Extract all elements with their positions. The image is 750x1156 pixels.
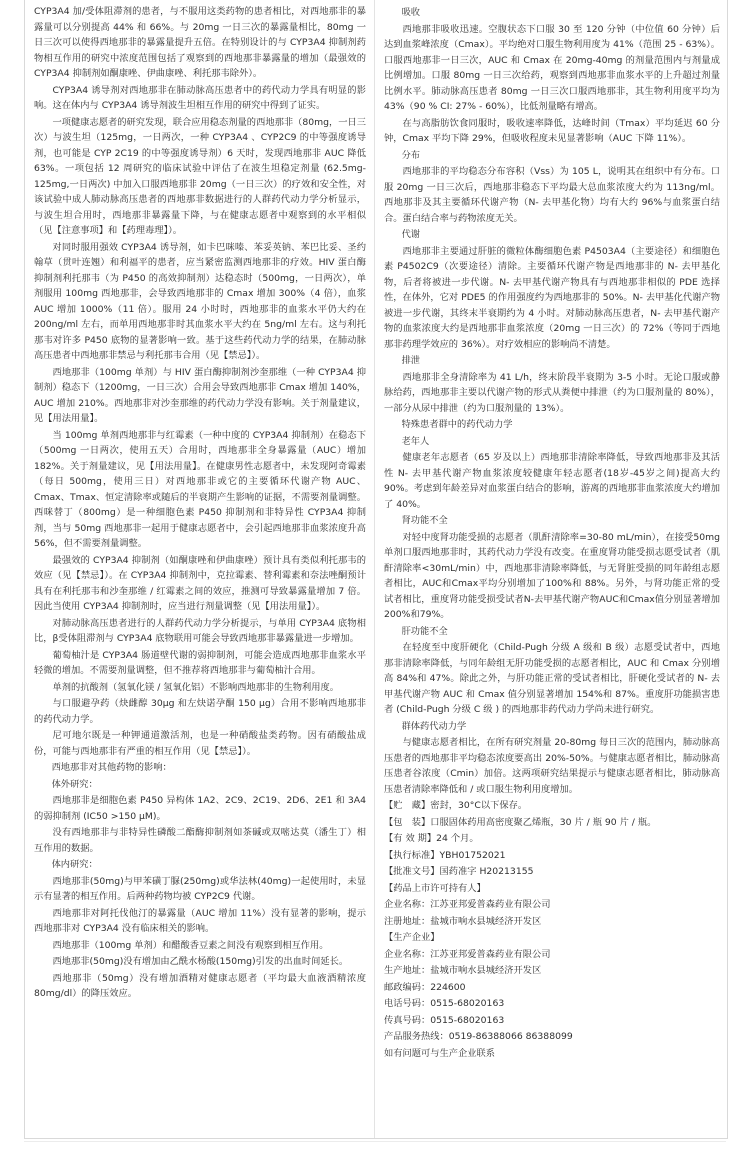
- paragraph: 当 100mg 单剂西地那非与红霉素（一种中度的 CYP3A4 抑制剂）在稳态下（500mg 一日两次，使用五天）合用时，西地那非全身暴露量（AUC）增加 182%。关于剂量建议，见【用法用量】。在健康男性志愿者中，未发现阿奇霉素（每日 500mg，使用三日）对西地那非或它的主要循环代谢产物 AUC、Cmax、Tmax、恒定清除率或随后的半衰期产生影响的证据，不需要剂量调整。西咪替丁（800mg）是一种细胞色素 P450 抑制剂和非特异性 CYP3A4 抑制剂，当与 50mg 西地那非一起用于健康志愿者中，会引起西地那非血浆浓度升高 56%，但不需要剂量调整。: [34, 429, 366, 549]
- right-column: [384, 4, 720, 1062]
- paragraph: CYP3A4 诱导剂对西地那非在肺动脉高压患者中的药代动力学具有明显的影响。这在体内与 CYP3A4 诱导剂波生坦相互作用的研究中得到了证实。: [34, 84, 366, 111]
- paragraph: 与健康志愿者相比，在所有研究剂量 20-80mg 每日三次的范围内，肺动脉高压患者的西地那非平均稳态浓度要高出 20%-50%。与健康志愿者相比，肺动脉高压患者谷浓度（Cmin）加倍。这两项研究结果提示与健康志愿者相比，肺动脉高压患者清除率降低和 / 或口服生物利用度增加。: [384, 737, 720, 795]
- paragraph: 【药品上市许可持有人】: [384, 882, 486, 894]
- bottom-rule: [24, 1141, 726, 1142]
- paragraph: 吸收: [401, 7, 421, 18]
- paragraph: CYP3A4 加/受体阻滞剂的患者，与不服用这类药物的患者相比，对西地那非的暴露量可以分别提高 44% 和 66%。与 20mg 一日三次的暴露量相比，80mg 一日三次可以使得西地那非的暴露量提升五倍。在特别设计的与 CYP3A4 抑制剂药物相互作用的研究中浓度范围包括了观察到的西地那非暴露量的增加（最强效的 CYP3A4 抑制剂如酮康唑、伊曲康唑、利托那韦除外）。: [34, 6, 366, 79]
- paragraph: 西地那非（100mg 单剂）和醋酸香豆素之间没有观察到相互作用。: [52, 939, 329, 951]
- paragraph: 西地那非的平均稳态分布容积（Vss）为 105 L，说明其在组织中有分布。口服 20mg 一日三次后，西地那非稳态下平均最大总血浆浓度大约为 113ng/ml。西地那非及其主要循环代谢产物（N- 去甲基化物）均有大约 96%与血浆蛋白结合。蛋白结合率与药物浓度无关。: [384, 166, 720, 224]
- paragraph: 分布: [401, 149, 421, 161]
- paragraph: 群体药代动力学: [401, 720, 467, 732]
- paragraph: 【有 效 期】24 个月。: [384, 833, 479, 844]
- paragraph: 尼可地尔既是一种钾通道激活剂，也是一种硝酸盐类药物。因有硝酸盐成份，可能与西地那非有严重的相互作用（见【禁忌】）。: [34, 730, 366, 757]
- paragraph: 电话号码：0515-68020163: [384, 998, 505, 1009]
- paragraph: 【生产企业】: [384, 932, 440, 943]
- paragraph: 在轻度至中度肝硬化（Child-Pugh 分级 A 级和 B 级）志愿受试者中，西地那非清除率降低，与同年龄组无肝功能受损的志愿者相比，AUC 和 Cmax 分别增高 84%和 47%。除此之外，与肝功能正常的受试者相比，肝硬化受试者的 N- 去甲基代谢产物 AUC 和 Cmax 值分别显著增加 154%和 87%。重度肝功能损害患者 (Child-Pugh 分级 C 级 ) 的西地那非药代动力学尚未进行研究。: [384, 642, 720, 715]
- paragraph: 传真号码：0515-68020163: [384, 1014, 505, 1026]
- paragraph: 西地那非(50mg)与甲苯磺丁脲(250mg)或华法林(40mg)一起使用时，未显示有显著的相互作用。后两种药物均被 CYP2C9 代谢。: [34, 875, 366, 902]
- paragraph: 肾功能不全: [401, 515, 448, 526]
- paragraph: 一项健康志愿者的研究发现，联合应用稳态剂量的西地那非（80mg，一日三次）与波生坦（125mg，一日两次，一种 CYP3A4 、CYP2C9 的中等强度诱导剂，也可能是 CYP 2C19 的中等强度诱导剂）6 天时，发现西地那非 AUC 降低 63%。一项包括 12 周研究的临床试验中评估了在波生坦稳定剂量 (62.5mg-125mg,一日两次) 中加入口服西地那非 20mg（一日三次）的疗效和安全性，对该试验中成人肺动脉高压患者的西地那非数据进行的人群药代动力学分析显示，与波生坦合用时，西地那非暴露量下降，与在健康志愿者中观察到的水平相似（见【注意事项】和【药理毒理】）。: [34, 116, 366, 236]
- paragraph: 【批准文号】国药准字 H20213155: [384, 866, 534, 877]
- left-column: [34, 4, 366, 1003]
- paragraph: 排泄: [401, 355, 421, 366]
- paragraph: 最强效的 CYP3A4 抑制剂（如酮康唑和伊曲康唑）预计具有类似利托那韦的效应（见【禁忌】）。在 CYP3A4 抑制剂中，克拉霉素、替利霉素和奈法唑酮预计具有在利托那韦和沙奎那维 / 红霉素之间的效应，推测可导致暴露量增加 7 倍。因此当使用 CYP3A4 抑制剂时，应当进行剂量调整（见【用法用量】）。: [34, 554, 366, 612]
- paragraph: 西地那非对阿托伐他汀的暴露量（AUC 增加 11%）没有显著的影响，提示西地那非对 CYP3A4 没有临床相关的影响。: [34, 907, 366, 934]
- paragraph: 健康老年志愿者（65 岁及以上）西地那非清除率降低，导致西地那非及其活性 N- 去甲基代谢产物血浆浓度较健康年轻志愿者(18岁-45岁之间)提高大约 90%。考虑到年龄差异对血浆蛋白结合的影响，游离的西地那非血浆浓度大约增加了 40%。: [384, 452, 720, 510]
- paragraph: 【贮 藏】密封，30°C以下保存。: [384, 800, 528, 811]
- paragraph: 体内研究：: [51, 859, 98, 870]
- paragraph: 【执行标准】YBH01752021: [384, 849, 506, 861]
- paragraph: 葡萄柚汁是 CYP3A4 肠道壁代谢的弱抑制剂，可能会造成西地那非血浆水平轻微的增加。不需要剂量调整，但不推荐将西地那非与葡萄柚汁合用。: [34, 649, 366, 676]
- paragraph: 西地那非（100mg 单剂）与 HIV 蛋白酶抑制剂沙奎那维（一种 CYP3A4 抑制剂）稳态下（1200mg，一日三次）合用会导致西地那非 Cmax 增加 140%，AUC 增加 210%。西地那非对沙奎那维的药代动力学没有影响。关于剂量建议，见【用法用量】。: [34, 366, 366, 424]
- paragraph: 体外研究：: [51, 778, 98, 790]
- paragraph: 西地那非是细胞色素 P450 异构体 1A2、2C9、2C19、2D6、2E1 和 3A4 的弱抑制剂 (IC50 >150 μM)。: [34, 795, 366, 822]
- paragraph: 企业名称：江苏亚邦爱普森药业有限公司: [384, 899, 551, 910]
- paragraph: 西地那非主要通过肝脏的微粒体酶细胞色素 P4503A4（主要途径）和细胞色素 P4502C9（次要途径）清除。主要循环代谢产物是西地那非的 N- 去甲基化物，后者将被进一步代谢。N- 去甲基代谢产物具有与西地那非相似的 PDE 选择性，在体外，它对 PDE5 的作用强度约为西地那非的 50%。N- 去甲基化代谢产物被进一步代谢，其终末半衰期约为 4 小时。对肺动脉高压患者，N- 去甲基代谢产物的血浆浓度大约是西地那非血浆浓度（20mg 一日三次）的 72%（等同于西地那非药理学效应的 36%）。对疗效相应的影响尚不清楚。: [384, 245, 720, 350]
- paragraph: 特殊患者群中的药代动力学: [401, 419, 513, 430]
- paragraph: 如有问题可与生产企业联系: [384, 1047, 495, 1059]
- paragraph: 在与高脂肪饮食同服时，吸收速率降低，达峰时间（Tmax）平均延迟 60 分钟，Cmax 平均下降 29%，但吸收程度未见显著影响（AUC 下降 11%）。: [384, 117, 720, 144]
- paragraph: 对肺动脉高压患者进行的人群药代动力学分析提示，与单用 CYP3A4 底物相比，β受体阻滞剂与 CYP3A4 底物联用可能会导致西地那非暴露量进一步增加。: [34, 617, 366, 644]
- paragraph: 单剂的抗酸剂（氢氧化镁 / 氢氧化铝）不影响西地那非的生物利用度。: [52, 681, 339, 693]
- paragraph: 西地那非（50mg）没有增加酒精对健康志愿者（平均最大血液酒精浓度 80mg/dl）的降压效应。: [34, 972, 366, 999]
- paragraph: 西地那非对其他药物的影响：: [51, 762, 172, 773]
- column-divider: [374, 0, 375, 1138]
- paragraph: 邮政编码：224600: [384, 981, 466, 993]
- paragraph: 注册地址：盐城市响水县城经济开发区: [384, 915, 542, 927]
- paragraph: 对同时服用强效 CYP3A4 诱导剂，如卡巴咪嗪、苯妥英钠、苯巴比妥、圣约翰草（贯叶连翘）和利福平的患者，应当紧密监测西地那非的疗效。HIV 蛋白酶抑制剂利托那韦（为 P450 的高效抑制剂）达稳态时（500mg，一日两次），单剂服用 100mg 西地那非，会导致西地那非的 Cmax 增加 300%（4 倍），血浆 AUC 增加 1000%（11 倍）。服用 24 小时时，西地那非的血浆水平仍大约在 200ng/ml 左右，而单用西地那非时其血浆水平大约在 5ng/ml 左右。这与利托那韦对许多 P450 底物的显著影响一致。基于这些药代动力学的结果，在肺动脉高压患者中西地那非禁忌与利托那韦合用（见【禁忌】）。: [34, 241, 366, 361]
- paragraph: 代谢: [401, 229, 421, 240]
- paragraph: 对轻中度肾功能受损的志愿者（肌酐清除率=30-80 mL/min），在接受50mg单剂口服西地那非时，其药代动力学没有改变。在重度肾功能受损志愿受试者（肌酐清除率<30mL/min）中，西地那非清除率降低，与无肾脏受损的同年龄组志愿者相比，AUC和Cmax平均分别增加了100%和 88%。另外，与肾功能正常的受试者相比，重度肾功能受损受试者N-去甲基代谢产物AUC和Cmax值分别显著增加200%和79%。: [384, 531, 720, 620]
- paragraph: 与口服避孕药（炔雌醇 30μg 和左炔诺孕酮 150 μg）合用不影响西地那非的药代动力学。: [34, 698, 366, 725]
- paragraph: 西地那非吸收迅速。空腹状态下口服 30 至 120 分钟（中位值 60 分钟）后达到血浆峰浓度（Cmax）。平均绝对口服生物利用度为 41%（范围 25 - 63%）。口服西地那非一日三次，AUC 和 Cmax 在 20mg-40mg 的剂量范围内与剂量成比例增加。口服 80mg 一日三次给药，观察到西地那非血浆水平的上升超过剂量比例水平。肺动脉高压患者 80mg 一日三次口服西地那非，其生物利用度平均为 43%（90 % CI: 27% - 60%），比低剂量略有增高。: [384, 23, 720, 112]
- paragraph: 企业名称：江苏亚邦爱普森药业有限公司: [384, 948, 551, 960]
- paragraph: 老年人: [401, 435, 430, 447]
- paragraph: 没有西地那非与非特异性磷酸二酯酶抑制剂如茶碱或双嘧达莫（潘生丁）相互作用的数据。: [34, 827, 366, 854]
- paragraph: 西地那非全身清除率为 41 L/h，终末阶段半衰期为 3-5 小时。无论口服或静脉给药，西地那非主要以代谢产物的形式从粪便中排泄（约为口服剂量的 80%），一部分从尿中排泄（约为口服剂量的 13%）。: [384, 371, 720, 414]
- paragraph: 生产地址：盐城市响水县城经济开发区: [384, 965, 542, 976]
- paragraph: 【包 装】口服固体药用高密度聚乙烯瓶，30 片 / 瓶 90 片 / 瓶。: [384, 816, 657, 828]
- paragraph: 肝功能不全: [401, 625, 448, 637]
- paragraph: 产品服务热线：0519-86388066 86388099: [384, 1031, 573, 1042]
- paragraph: 西地那非(50mg)没有增加由乙酰水杨酸(150mg)引发的出血时间延长。: [52, 956, 349, 967]
